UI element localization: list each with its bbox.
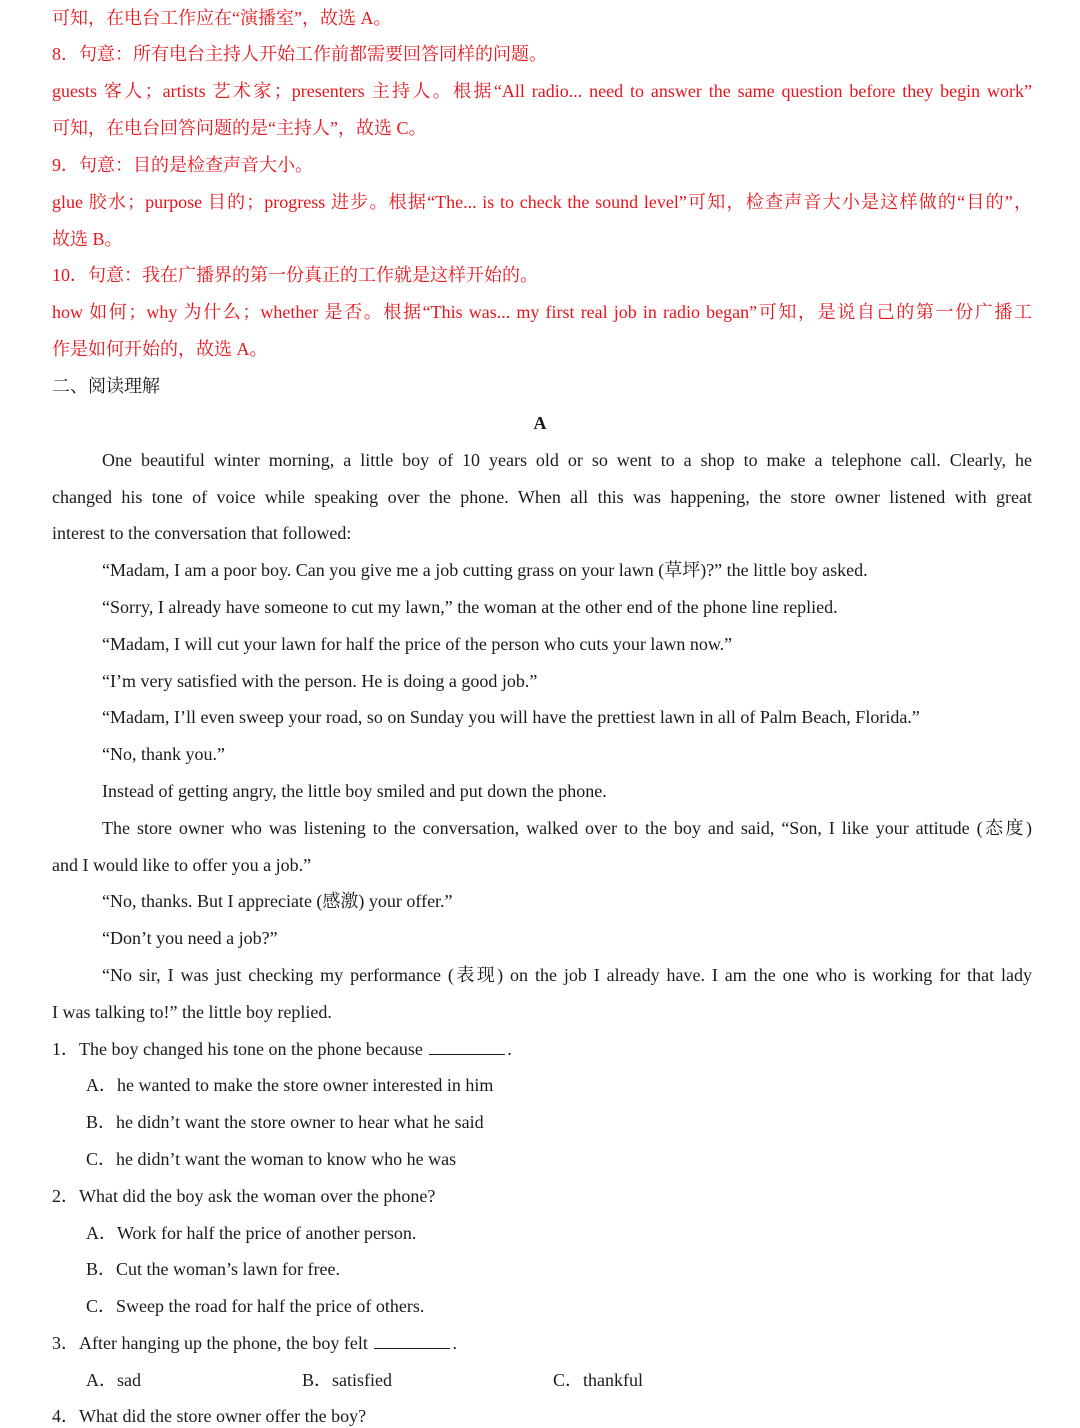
option-a: A．Work for half the price of another person. [86,1223,417,1243]
answer-line: glue 胶水；purpose 目的；progress 进步。根据“The... is to check the sound level”可知，检查声音大小是这样做的“目的”， [52,192,1032,212]
question-4: 4．What did the store owner offer the boy? [52,1406,367,1426]
section-title: 二、阅读理解 [52,376,160,396]
answer-line: 10．句意：我在广播界的第一份真正的工作就是这样开始的。 [52,265,538,285]
option-b: B．he didn’t want the store owner to hear what he said [86,1112,484,1132]
question-end: . [507,1039,512,1059]
answer-line: 可知，在电台回答问题的是“主持人”，故选 C。 [52,118,427,138]
answer-line: 故选 B。 [52,229,123,249]
passage-line: One beautiful winter morning, a little boy of 10 years old or so went to a shop to make a telephone call. Clearly, he [102,450,1032,470]
passage-line: “I’m very satisfied with the person. He is doing a good job.” [102,671,538,691]
answer-line: 作是如何开始的，故选 A。 [52,339,268,359]
passage-line: I was talking to!” the little boy replied. [52,1002,332,1022]
answer-line: 可知，在电台工作应在“演播室”，故选 A。 [52,8,392,28]
question-text: 1．The boy changed his tone on the phone because [52,1039,423,1059]
option-a: A．sad [86,1370,141,1390]
question-1 [52,1037,1032,1061]
option-c: C．thankful [553,1370,643,1390]
passage-line: “Madam, I am a poor boy. Can you give me a job cutting grass on your lawn (草坪)?” the little boy asked. [102,560,868,580]
passage-line: Instead of getting angry, the little boy smiled and put down the phone. [102,781,607,801]
passage-label: A [533,413,547,433]
passage-line: changed his tone of voice while speaking over the phone. When all this was happening, the store owner listened with great [52,487,1032,507]
passage-line: The store owner who was listening to the conversation, walked over to the boy and said, “Son, I like your attitude (态度) [102,818,1032,838]
answer-blank [429,1038,505,1055]
passage-line: “Don’t you need a job?” [102,928,278,948]
answer-line: 8．句意：所有电台主持人开始工作前都需要回答同样的问题。 [52,44,547,64]
answer-line: guests 客人；artists 艺术家；presenters 主持人。根据“All radio... need to answer the same question before they begin work” [52,81,1032,101]
option-c: C．he didn’t want the woman to know who he was [86,1149,457,1169]
question-2: 2．What did the boy ask the woman over the phone? [52,1186,436,1206]
question-3 [52,1331,1032,1355]
passage-line: “Madam, I will cut your lawn for half the price of the person who cuts your lawn now.” [102,634,733,654]
passage-line: “Sorry, I already have someone to cut my lawn,” the woman at the other end of the phone line replied. [102,597,838,617]
question-end: . [452,1333,457,1353]
answer-line: 9．句意：目的是检查声音大小。 [52,155,313,175]
question-text: 3．After hanging up the phone, the boy felt [52,1333,368,1353]
passage-line: “Madam, I’ll even sweep your road, so on Sunday you will have the prettiest lawn in all of Palm Beach, Florida.” [102,707,920,727]
passage-line: “No, thank you.” [102,744,225,764]
option-b: B．Cut the woman’s lawn for free. [86,1259,340,1279]
answer-blank [374,1332,450,1349]
option-b: B．satisfied [302,1370,392,1390]
option-c: C．Sweep the road for half the price of others. [86,1296,425,1316]
option-a: A．he wanted to make the store owner interested in him [86,1075,494,1095]
passage-line: “No, thanks. But I appreciate (感激) your offer.” [102,891,453,911]
answer-line: how 如何；why 为什么；whether 是否。根据“This was... my first real job in radio began”可知，是说自己的第一份广播工 [52,302,1032,322]
passage-line: interest to the conversation that followed: [52,523,352,543]
passage-line: and I would like to offer you a job.” [52,855,312,875]
passage-line: “No sir, I was just checking my performance (表现) on the job I already have. I am the one who is working for that lady [102,965,1032,985]
